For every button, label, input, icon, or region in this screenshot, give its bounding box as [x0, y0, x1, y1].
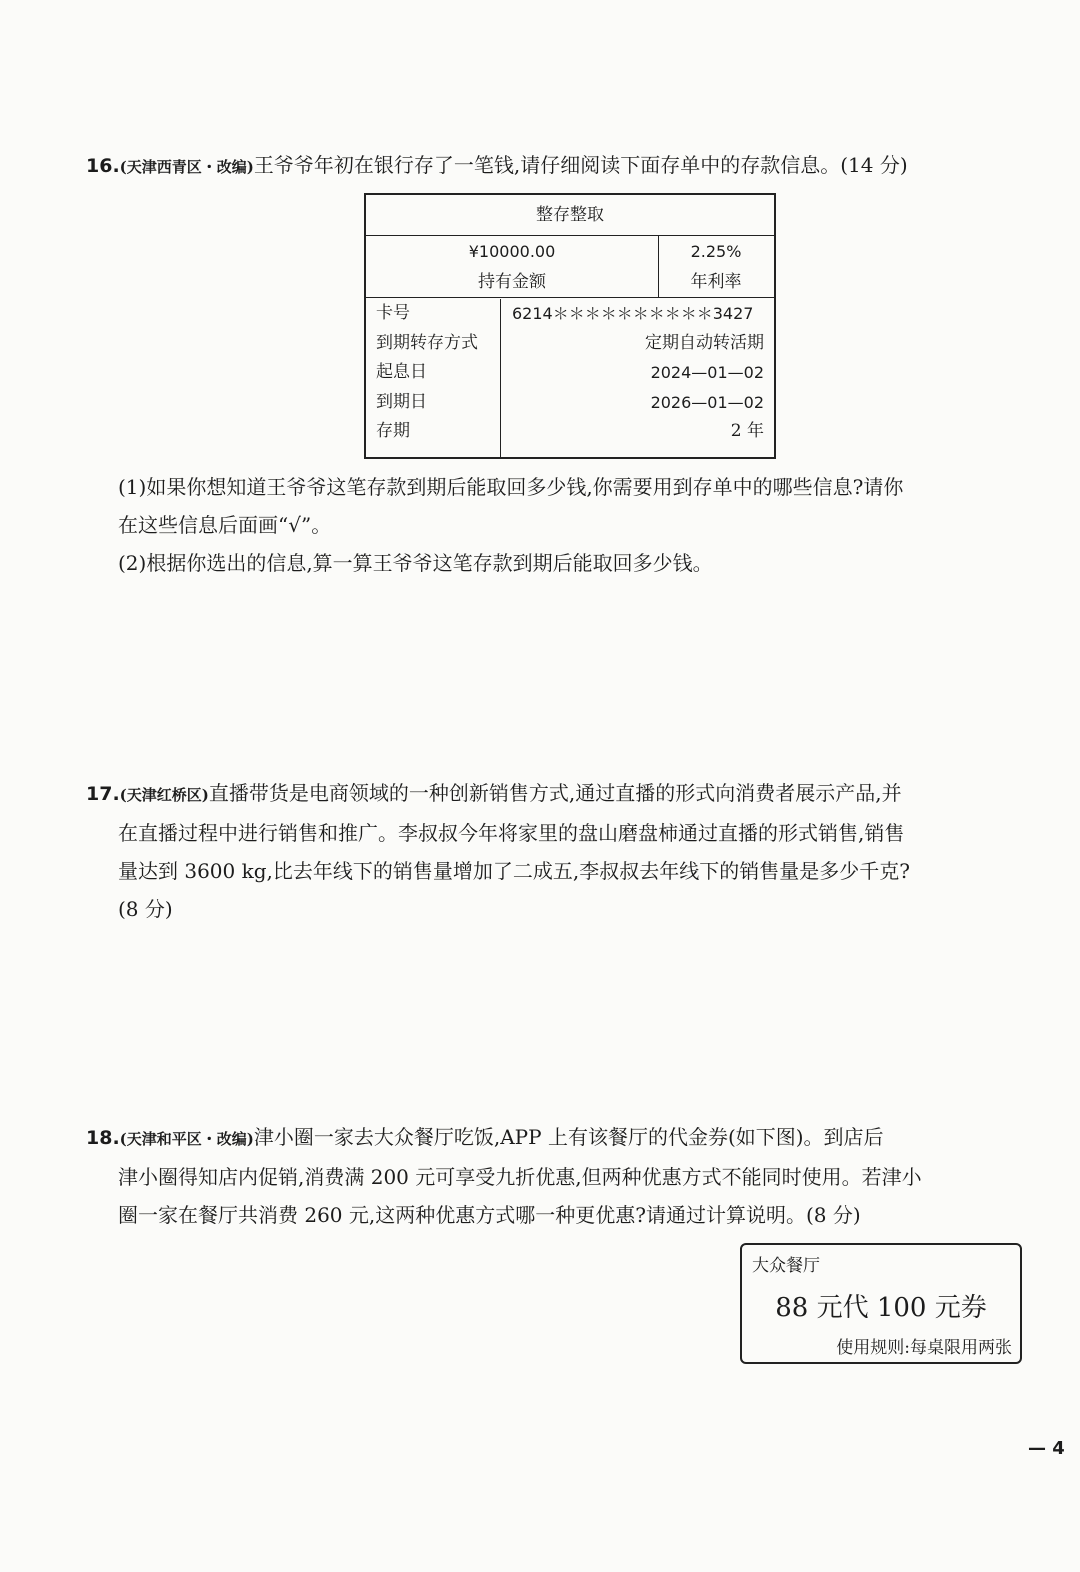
slip-label-term: 存期	[376, 421, 410, 441]
slip-amount-cell	[366, 235, 659, 298]
question-16-part-2: (2)根据你选出的信息,算一算王爷爷这笔存款到期后能取回多少钱。	[118, 551, 713, 575]
slip-label-renewal: 到期转存方式	[376, 332, 478, 353]
question-source: (天津红桥区)	[119, 786, 209, 804]
part-1-line-1: (1)如果你想知道王爷爷这笔存款到期后能取回多少钱,你需要用到存单中的哪些信息?请你	[118, 475, 904, 499]
question-17	[86, 774, 1036, 928]
slip-header: 整存整取	[366, 195, 774, 236]
coupon-rule: 使用规则:每桌限用两张	[836, 1338, 1012, 1358]
slip-labels	[366, 299, 501, 457]
question-source: (天津西青区・改编)	[119, 158, 254, 176]
slip-rate-value: 2.25%	[690, 242, 742, 261]
question-number: 17.	[86, 783, 120, 805]
slip-label-card: 卡号	[376, 303, 410, 323]
question-text-line-1: 津小圈一家去大众餐厅吃饭,APP 上有该餐厅的代金券(如下图)。到店后	[253, 1125, 884, 1149]
question-source: (天津和平区・改编)	[119, 1130, 254, 1148]
slip-amount-label: 持有金额	[478, 272, 546, 292]
deposit-slip	[364, 193, 776, 459]
slip-value-renewal: 定期自动转活期	[645, 332, 764, 353]
question-16	[86, 146, 1036, 186]
part-1-line-2: 在这些信息后面画“√”。	[118, 513, 332, 537]
question-text-line-3: 圈一家在餐厅共消费 260 元,这两种优惠方式哪一种更优惠?请通过计算说明。(8 分)	[118, 1203, 861, 1227]
slip-value-maturity-date: 2026—01—02	[650, 392, 764, 412]
slip-amount-value: ¥10000.00	[468, 242, 556, 261]
slip-label-maturity-date: 到期日	[376, 391, 427, 412]
question-text: 王爷爷年初在银行存了一笔钱,请仔细阅读下面存单中的存款信息。(14 分)	[253, 153, 908, 177]
coupon-restaurant: 大众餐厅	[752, 1256, 820, 1276]
slip-value-start-date: 2024—01—02	[650, 363, 764, 382]
question-score: (8 分)	[118, 897, 173, 921]
slip-values	[502, 299, 770, 457]
question-text-line-2: 在直播过程中进行销售和推广。李叔叔今年将家里的盘山磨盘柿通过直播的形式销售,销售	[118, 821, 905, 845]
question-16-part-1	[118, 468, 1038, 544]
page-number: — 4	[1028, 1438, 1065, 1459]
question-text-line-3: 量达到 3600 kg,比去年线下的销售量增加了二成五,李叔叔去年线下的销售量是多少千克?	[118, 859, 910, 883]
slip-rate-label: 年利率	[690, 272, 742, 292]
coupon-card	[740, 1243, 1022, 1364]
question-number: 18.	[86, 1127, 120, 1149]
coupon-offer: 88 元代 100 元券	[775, 1293, 987, 1323]
slip-rate-cell	[658, 235, 774, 298]
slip-value-term: 2 年	[730, 421, 764, 441]
question-number: 16.	[86, 155, 120, 177]
question-18	[86, 1118, 1036, 1234]
question-text-line-1: 直播带货是电商领域的一种创新销售方式,通过直播的形式向消费者展示产品,并	[208, 781, 902, 805]
question-text-line-2: 津小圈得知店内促销,消费满 200 元可享受九折优惠,但两种优惠方式不能同时使用。若津小	[118, 1165, 922, 1189]
slip-value-card: 6214＊＊＊＊＊＊＊＊＊＊3427	[512, 304, 754, 323]
slip-label-start-date: 起息日	[376, 362, 427, 382]
